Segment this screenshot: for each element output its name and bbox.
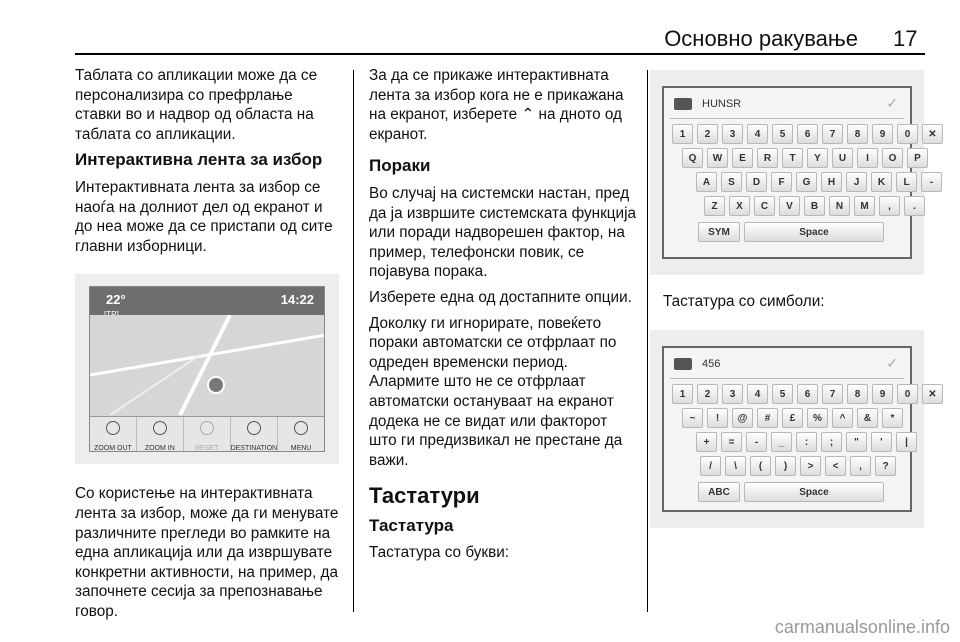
space-key[interactable]: Space xyxy=(744,222,884,242)
keyboard-key[interactable]: * xyxy=(882,408,903,428)
keyboard-key[interactable]: ( xyxy=(750,456,771,476)
keyboard-key[interactable]: 4 xyxy=(747,384,768,404)
keyboard-key[interactable]: < xyxy=(825,456,846,476)
keyboard-key[interactable]: 3 xyxy=(722,124,743,144)
keyboard-key[interactable]: M xyxy=(854,196,875,216)
keyboard-key[interactable]: + xyxy=(696,432,717,452)
keyboard-key[interactable]: K xyxy=(871,172,892,192)
keyboard-key[interactable]: . xyxy=(904,196,925,216)
keyboard-key[interactable]: Y xyxy=(807,148,828,168)
keyboard-key[interactable]: _ xyxy=(771,432,792,452)
keyboard-key[interactable]: 7 xyxy=(822,384,843,404)
keyboard-key[interactable]: ? xyxy=(875,456,896,476)
keyboard-key[interactable]: = xyxy=(721,432,742,452)
keyboard-key[interactable]: O xyxy=(882,148,903,168)
paragraph: Тастатура со букви: xyxy=(369,544,510,562)
zoom-in-button[interactable]: ZOOM IN xyxy=(137,417,184,451)
keyboard-key[interactable]: , xyxy=(879,196,900,216)
symbols-keyboard xyxy=(662,346,937,512)
keyboard-key[interactable]: 7 xyxy=(822,124,843,144)
zoom-in-icon xyxy=(153,421,167,435)
keyboard-key[interactable]: 2 xyxy=(697,384,718,404)
zoom-out-icon xyxy=(106,421,120,435)
keyboard-input[interactable]: HUNSR xyxy=(702,98,742,110)
zoom-out-button[interactable]: ZOOM OUT xyxy=(90,417,137,451)
keyboard-key[interactable]: 8 xyxy=(847,384,868,404)
keyboard-key[interactable]: 6 xyxy=(797,384,818,404)
keyboard-key[interactable]: J xyxy=(846,172,867,192)
interactive-selector-bar xyxy=(90,416,324,451)
keyboard-key[interactable]: % xyxy=(807,408,828,428)
keyboard-key[interactable]: 0 xyxy=(897,384,918,404)
column-divider-1 xyxy=(353,70,354,612)
paragraph: Изберете една од достапните опции. xyxy=(369,288,632,306)
paragraph: Доколку ги игнорирате, повеќето пораки автоматски се отфрлаат по одреден временски период. Алармите што не се отфрлаат автоматски остануваат на екранот додека не се видат или факторот што ги предизвикал не престане да важи. xyxy=(369,314,623,469)
keyboard-key[interactable]: # xyxy=(757,408,778,428)
keyboard-key[interactable]: ~ xyxy=(682,408,703,428)
keyboard-key[interactable]: R xyxy=(757,148,778,168)
section-heading: Пораки xyxy=(369,156,431,176)
keyboard-key[interactable]: U xyxy=(832,148,853,168)
header-rule xyxy=(75,53,925,55)
keyboard-key[interactable]: 6 xyxy=(797,124,818,144)
paragraph: Со користење на интерактивната лента за избор, може да ги менувате различните прегледи во рамките на една апликација или да извршувате конкретни активности, на пример, да започнете сесија за препознавање говор. xyxy=(75,485,339,620)
middle-column xyxy=(369,66,637,569)
keyboard-key[interactable]: W xyxy=(707,148,728,168)
keyboard-key[interactable]: V xyxy=(779,196,800,216)
paragraph: За да се прикаже интерактивната лента за избор кога не е прикажана на екранот, изберете ⌃ на дното од екранот. xyxy=(369,67,624,143)
keyboard-key[interactable]: & xyxy=(857,408,878,428)
keyboard-key[interactable]: H xyxy=(821,172,842,192)
keyboard-key[interactable]: 5 xyxy=(772,124,793,144)
keyboard-key[interactable]: S xyxy=(721,172,742,192)
page-header-title: Основно ракување xyxy=(664,26,858,51)
paragraph: Во случај на системски настан, пред да ја извршите системската функција или поради надворешен фактор, на пример, телефонски повик, се појавува порака. xyxy=(369,184,636,281)
keyboard-key[interactable]: / xyxy=(700,456,721,476)
keyboard-key[interactable]: A xyxy=(696,172,717,192)
map-roads xyxy=(90,315,325,415)
keyboard-key[interactable]: 0 xyxy=(897,124,918,144)
keyboard-key[interactable]: | xyxy=(896,432,917,452)
keyboard-key[interactable]: N xyxy=(829,196,850,216)
keyboard-key[interactable]: : xyxy=(796,432,817,452)
keyboard-key[interactable]: 2 xyxy=(697,124,718,144)
keyboard-key[interactable]: 9 xyxy=(872,384,893,404)
temperature: 22° xyxy=(106,292,126,308)
keyboard-input[interactable]: 456 xyxy=(702,358,721,370)
section-heading: Интерактивна лента за избор xyxy=(75,150,323,170)
reset-button[interactable]: RESET xyxy=(184,417,231,451)
letters-mode-key[interactable]: ABC xyxy=(698,482,740,502)
keyboard-key[interactable]: F xyxy=(771,172,792,192)
watermark: carmanualsonline.info xyxy=(774,617,950,637)
back-icon[interactable] xyxy=(674,98,692,110)
keyboard-key[interactable]: ! xyxy=(707,408,728,428)
keyboard-key[interactable]: Z xyxy=(704,196,725,216)
keyboard-key[interactable]: X xyxy=(729,196,750,216)
column-divider-2 xyxy=(647,70,648,612)
keyboard-key[interactable]: 8 xyxy=(847,124,868,144)
symbols-keyboard-figure xyxy=(650,330,937,528)
keyboard-key[interactable]: 5 xyxy=(772,384,793,404)
right-caption: Тастатура со симболи: xyxy=(663,293,825,310)
keyboard-key[interactable]: 4 xyxy=(747,124,768,144)
keyboard-key[interactable]: 3 xyxy=(722,384,743,404)
keyboard-key[interactable]: > xyxy=(800,456,821,476)
keyboard-key[interactable]: G xyxy=(796,172,817,192)
destination-button[interactable]: DESTINATION xyxy=(231,417,279,451)
clock: 14:22 xyxy=(280,292,314,308)
space-key[interactable]: Space xyxy=(744,482,884,502)
keyboard-key[interactable]: 1 xyxy=(672,384,693,404)
keyboard-key[interactable]: I xyxy=(857,148,878,168)
keyboard-key[interactable]: @ xyxy=(732,408,753,428)
back-icon[interactable] xyxy=(674,358,692,370)
letters-keyboard xyxy=(662,86,937,259)
keyboard-key[interactable]: T xyxy=(782,148,803,168)
keyboard-key[interactable]: L xyxy=(896,172,917,192)
check-icon[interactable]: ✓ xyxy=(886,355,898,371)
nav-screen-figure xyxy=(75,274,339,464)
keyboard-key[interactable]: E xyxy=(732,148,753,168)
keyboard-key[interactable]: B xyxy=(804,196,825,216)
menu-button[interactable]: MENU xyxy=(278,417,324,451)
chapter-heading: Тастатури xyxy=(369,483,480,509)
keyboard-key[interactable]: ' xyxy=(871,432,892,452)
symbols-mode-key[interactable]: SYM xyxy=(698,222,740,242)
delete-key[interactable]: ✕ xyxy=(922,124,943,144)
page-number: 17 xyxy=(893,26,918,51)
keyboard-key[interactable]: ^ xyxy=(832,408,853,428)
destination-icon xyxy=(247,421,261,435)
keyboard-key[interactable]: ; xyxy=(821,432,842,452)
keyboard-key[interactable]: P xyxy=(907,148,928,168)
keyboard-key[interactable]: - xyxy=(921,172,942,192)
nav-screen xyxy=(89,286,325,452)
paragraph: Интерактивната лента за избор се наоѓа на долниот дел од екранот и до неа може да се пристапи од сите главни изборници. xyxy=(75,178,333,255)
keyboard-key[interactable]: Q xyxy=(682,148,703,168)
letters-keyboard-figure xyxy=(650,70,937,275)
keyboard-key[interactable]: £ xyxy=(782,408,803,428)
delete-key[interactable]: ✕ xyxy=(922,384,943,404)
left-column xyxy=(75,66,343,628)
check-icon[interactable]: ✓ xyxy=(886,95,898,111)
menu-icon xyxy=(294,421,308,435)
keyboard-key[interactable]: C xyxy=(754,196,775,216)
map-view xyxy=(90,315,324,417)
keyboard-key[interactable]: 9 xyxy=(872,124,893,144)
keyboard-key[interactable]: D xyxy=(746,172,767,192)
keyboard-key[interactable]: , xyxy=(850,456,871,476)
keyboard-key[interactable]: - xyxy=(746,432,767,452)
keyboard-key[interactable]: \ xyxy=(725,456,746,476)
reset-icon xyxy=(200,421,214,435)
keyboard-key[interactable]: 1 xyxy=(672,124,693,144)
paragraph: Таблата со апликации може да се персонализира со префрлање ставки во и надвор од областа на таблата со апликации. xyxy=(75,67,318,143)
keyboard-key[interactable]: " xyxy=(846,432,867,452)
section-heading: Тастатура xyxy=(369,515,454,535)
keyboard-key[interactable]: ) xyxy=(775,456,796,476)
